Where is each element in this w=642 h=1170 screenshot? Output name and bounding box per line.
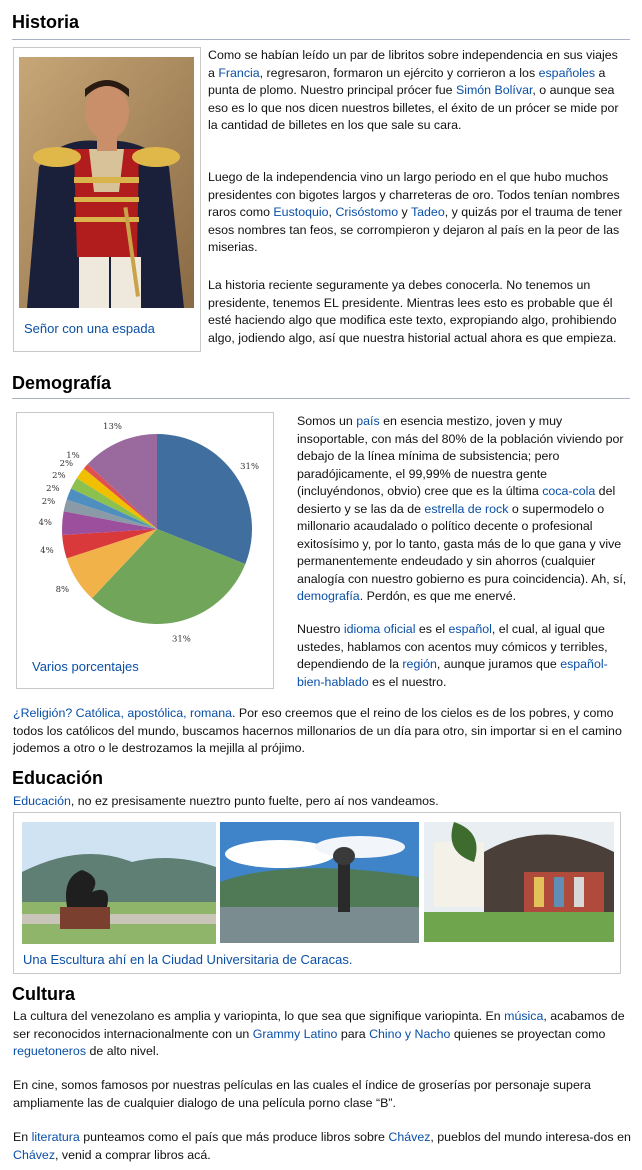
text-run: a punta de plomo. Nuestro principal prócer fue bbox=[208, 65, 606, 97]
historia-figure bbox=[13, 47, 201, 352]
text-run: . Perdón, es que me enervé. bbox=[359, 589, 517, 603]
pie-label: 31% bbox=[240, 462, 260, 472]
demografia-caption[interactable]: Varios porcentajes bbox=[32, 659, 139, 674]
text-run: y bbox=[398, 205, 411, 219]
historia-p1 bbox=[208, 47, 628, 135]
text-run: , y quizás por el trauma de tener esos nombres tan feos, se corrompieron y dejaron al país en la peor de las miserias. bbox=[208, 205, 623, 254]
text-run: del desierto y se las da de bbox=[297, 484, 616, 516]
inline-link[interactable]: español-bien-hablado bbox=[297, 657, 608, 689]
demografia-figure bbox=[16, 412, 274, 689]
demografia-p1 bbox=[297, 413, 629, 606]
educacion-intro bbox=[13, 793, 631, 811]
text-run: En bbox=[13, 1130, 32, 1144]
text-run: quienes se proyectan como bbox=[450, 1026, 606, 1041]
pie-label: 4% bbox=[40, 546, 54, 556]
text-run: La cultura del venezolano es amplia y variopinta, lo que sea que signifique variopinta. En bbox=[13, 1009, 505, 1023]
text-run: o supermodelo o millonario acaudalado o político decente o profesional exitosísimo y, por lo tanto, gasta más de lo que gana y vive permanentemente endeudado y sin ahorros (cualquier analogía con nuestro gobierno es pura coincidencia). Ah, sí, bbox=[297, 501, 627, 586]
text-run: , o aunque sea eso es lo que nos dicen nuestros billetes, el éxito de un prócer se mide por la cantidad de billetes en los que sale su cara. bbox=[208, 83, 619, 132]
pie-label: 31% bbox=[171, 634, 191, 645]
pie-label: 2% bbox=[46, 483, 60, 494]
cultura-heading: Cultura bbox=[12, 984, 75, 1004]
text-run: , no ez presisamente nueztro punto fuelte, pero aí nos vandeamos. bbox=[70, 794, 439, 808]
inline-link[interactable]: Francia bbox=[218, 65, 260, 80]
historia-rule bbox=[12, 39, 630, 40]
cultura-p3 bbox=[13, 1129, 631, 1164]
inline-link[interactable]: Crisóstomo bbox=[335, 205, 399, 219]
text-run: , acabamos de ser reconocidos internacionalmente con un bbox=[13, 1009, 625, 1041]
sculpture-photo[interactable] bbox=[22, 822, 216, 944]
demografia-p2 bbox=[297, 621, 629, 691]
text-run: Como se habían leído un par de libritos sobre independencia en sus viajes a bbox=[208, 48, 618, 80]
inline-link[interactable]: Chino y Nacho bbox=[369, 1026, 451, 1041]
inline-link[interactable]: idioma oficial bbox=[343, 622, 416, 636]
inline-link[interactable]: estrella de rock bbox=[424, 501, 509, 516]
text-run: , bbox=[328, 205, 336, 219]
text-run: punteamos como el país que más produce libros sobre bbox=[79, 1130, 389, 1144]
bolivar-portrait[interactable] bbox=[19, 57, 194, 308]
text-run: de alto nivel. bbox=[86, 1044, 160, 1058]
inline-link[interactable]: Eustoquio bbox=[273, 205, 329, 219]
text-run: , aunque juramos que bbox=[436, 657, 561, 671]
pie-label: 2% bbox=[52, 471, 66, 481]
historia-p3 bbox=[208, 277, 628, 347]
inline-link[interactable]: Grammy Latino bbox=[252, 1026, 338, 1041]
pie-label: 13% bbox=[103, 422, 122, 433]
inline-link[interactable]: reguetoneros bbox=[13, 1044, 87, 1058]
building-photo[interactable] bbox=[424, 822, 614, 942]
inline-link[interactable]: Tadeo bbox=[410, 205, 445, 219]
inline-link[interactable]: españoles bbox=[538, 65, 596, 80]
demografia-heading: Demografía bbox=[12, 373, 112, 393]
demografia-p3 bbox=[13, 705, 631, 758]
text-run: , el cual, al igual que ustedes, hablamos con acentos muy cómicos y terribles, dependiendo de la bbox=[297, 622, 608, 671]
text-run: La historia reciente seguramente ya debes conocerla. No tenemos un presidente, tenemos EL presidente. Mientras lees esto es probable que él esté haciendo algo que modifica este texto, expropiando algo, prohibiendo algo, jodiendo algo, así que nuestra historial actual ahora es que empieza. bbox=[208, 278, 617, 345]
inline-link[interactable]: Chávez bbox=[388, 1130, 431, 1144]
educacion-caption[interactable]: Una Escultura ahí en la Ciudad Universitaria de Caracas. bbox=[23, 952, 353, 967]
inline-link[interactable]: Educación bbox=[13, 794, 71, 808]
inline-link[interactable]: música bbox=[504, 1009, 544, 1023]
inline-link[interactable]: Simón Bolívar bbox=[455, 83, 533, 97]
pie-label: 2% bbox=[41, 497, 56, 508]
inline-link[interactable]: país bbox=[356, 414, 380, 428]
text-run: En cine, somos famosos por nuestras películas en las cuales el índice de groserías por personaje supera ampliamente las de cualquier dialogo de una película porno clase “B”. bbox=[13, 1078, 591, 1110]
pie-chart bbox=[19, 417, 269, 655]
pie-label: 8% bbox=[55, 585, 70, 595]
educacion-gallery bbox=[13, 812, 621, 974]
text-run: , venid a comprar libros acá. bbox=[55, 1147, 211, 1162]
cultura-p1 bbox=[13, 1008, 631, 1061]
text-run: , pueblos del mundo interesa-dos en bbox=[430, 1130, 631, 1144]
text-run: es el bbox=[415, 622, 449, 636]
inline-link[interactable]: español bbox=[448, 622, 492, 636]
text-run: en esencia mestizo, joven y muy insoportable, con más del 80% de la población viviendo por debajo de la línea mínima de subsistencia; pero paradójicamente, el 99,99% de nuestra gente (incluyéndonos, obvio) cree que es la última bbox=[297, 414, 624, 498]
inline-link[interactable]: región bbox=[402, 657, 437, 671]
text-run: , regresaron, formaron un ejército y corrieron a los bbox=[259, 65, 539, 80]
text-run: Somos un bbox=[297, 414, 357, 428]
pie-label: 2% bbox=[59, 459, 74, 470]
historia-p2 bbox=[208, 169, 628, 257]
text-run: es el nuestro. bbox=[368, 674, 447, 689]
demografia-rule bbox=[12, 398, 630, 399]
cultura-p2 bbox=[13, 1077, 631, 1112]
pie-label: 1% bbox=[66, 450, 80, 461]
campus-photo[interactable] bbox=[220, 822, 419, 943]
inline-link[interactable]: ¿Religión? Católica, apostólica, romana bbox=[13, 706, 233, 720]
inline-link[interactable]: demografía bbox=[297, 589, 360, 603]
inline-link[interactable]: Chávez bbox=[13, 1147, 56, 1162]
inline-link[interactable]: literatura bbox=[31, 1130, 80, 1144]
historia-heading: Historia bbox=[12, 12, 80, 32]
text-run: para bbox=[337, 1026, 370, 1041]
text-run: . Por eso creemos que el reino de los cielos es de los pobres, y como todos los católicos del mundo, buscamos hacernos millonarios de un día para otro, sin importar si en el camino jodemos a otro o le destrozamos la mejilla al prójimo. bbox=[13, 706, 622, 755]
historia-caption[interactable]: Señor con una espada bbox=[24, 321, 155, 336]
inline-link[interactable]: coca-cola bbox=[542, 484, 596, 498]
text-run: Luego de la independencia vino un largo periodo en el que hubo muchos presidentes con bigotes largos y charreteras de oro. Todos tenían nombres raros como bbox=[208, 170, 620, 219]
pie-label: 4% bbox=[38, 518, 52, 528]
text-run: Nuestro bbox=[297, 622, 344, 636]
educacion-heading: Educación bbox=[12, 768, 104, 788]
